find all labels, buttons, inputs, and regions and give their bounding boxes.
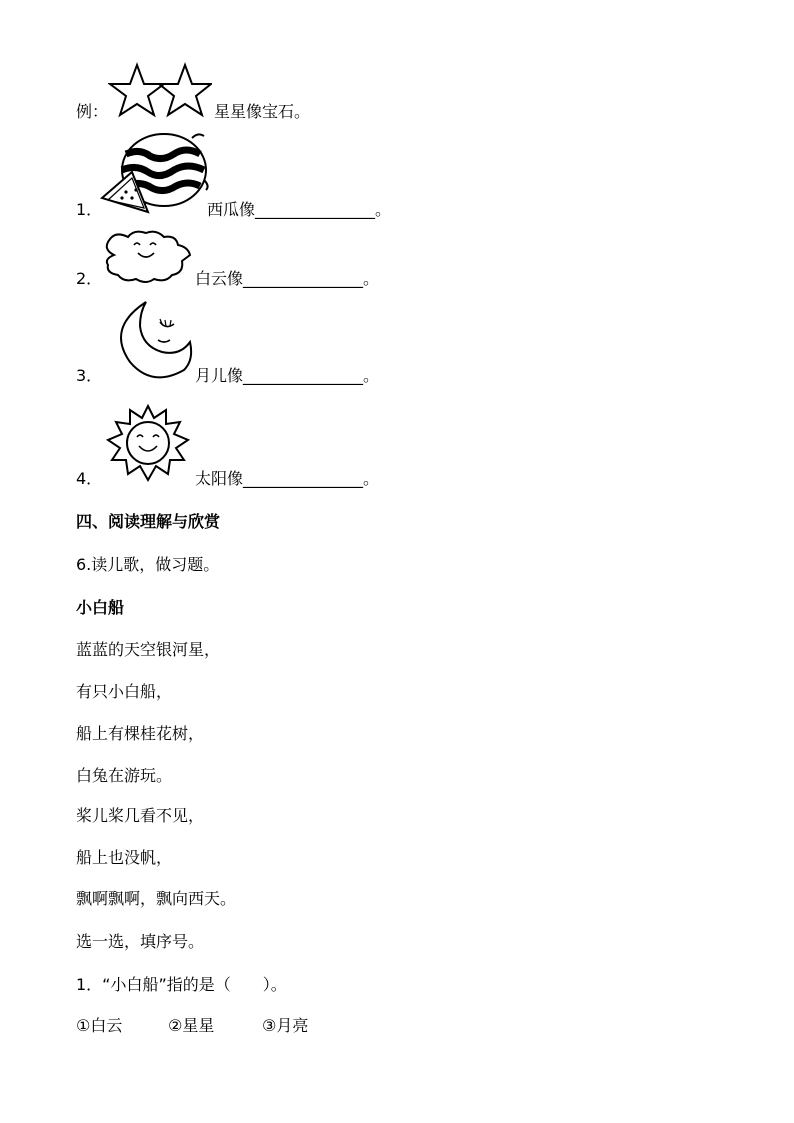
question-6: 6.读儿歌，做习题。 bbox=[76, 555, 220, 574]
item-2-number: 2． bbox=[76, 269, 103, 288]
poem-line: 有只小白船， bbox=[76, 682, 173, 701]
item-1-number: 1． bbox=[76, 200, 103, 219]
example-sentence: 星星像宝石。 bbox=[214, 102, 311, 121]
sun-icon bbox=[102, 404, 194, 484]
item-4-sentence: 太阳像_______________。 bbox=[195, 469, 380, 488]
cloud-icon bbox=[100, 229, 196, 285]
section-title: 四、阅读理解与欣赏 bbox=[76, 512, 221, 531]
poem-title: 小白船 bbox=[76, 598, 125, 617]
poem-line: 白兔在游玩。 bbox=[76, 766, 173, 785]
poem-line: 蓝蓝的天空银河星， bbox=[76, 640, 221, 659]
example-prefix: 例： bbox=[76, 102, 109, 121]
poem-line: 船上也没帆， bbox=[76, 848, 173, 867]
subquestion-1: 1．“小白船”指的是（ ）。 bbox=[76, 975, 287, 994]
item-4-number: 4． bbox=[76, 469, 103, 488]
item-1-sentence: 西瓜像_______________。 bbox=[207, 200, 392, 219]
poem-line: 飘啊飘啊，飘向西天。 bbox=[76, 889, 237, 908]
option-a: ①白云 bbox=[76, 1016, 123, 1035]
item-3-number: 3． bbox=[76, 366, 103, 385]
watermelon-icon bbox=[100, 130, 212, 220]
instruction: 选一选，填序号。 bbox=[76, 932, 205, 951]
two-stars-icon bbox=[108, 62, 212, 122]
item-3-sentence: 月儿像_______________。 bbox=[195, 366, 380, 385]
item-2-sentence: 白云像_______________。 bbox=[195, 269, 380, 288]
option-c: ③月亮 bbox=[262, 1016, 309, 1035]
poem-line: 桨儿桨几看不见， bbox=[76, 806, 205, 825]
option-b: ②星星 bbox=[168, 1016, 215, 1035]
moon-icon bbox=[102, 298, 196, 382]
poem-line: 船上有棵桂花树， bbox=[76, 724, 205, 743]
